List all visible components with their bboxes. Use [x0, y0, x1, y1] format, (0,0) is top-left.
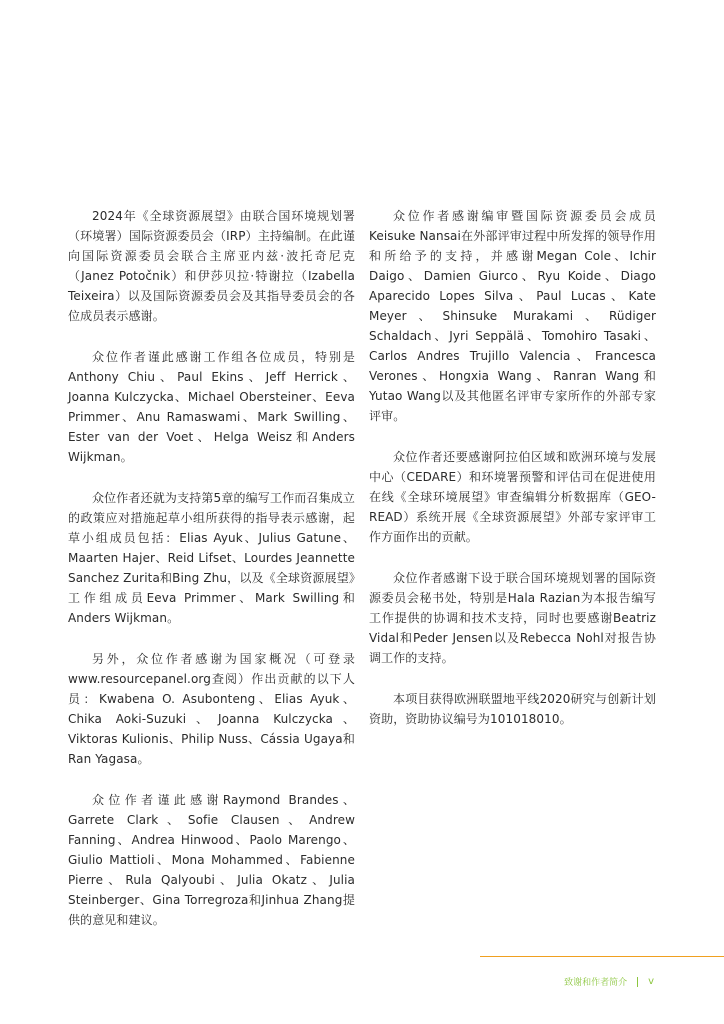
paragraph-drafting-group-thanks: 众位作者还就为支持第5章的编写工作而召集成立的政策应对措施起草小组所获得的指导表示感谢，起草小组成员包括：Elias Ayuk、Julius Gatune、Maarten Hajer、Reid Lifset、Lourdes Jeannette Sanchez Zurita和Bing Zhu，以及《全球资源展望》工作组成员Eeva Primmer、Mark Swilling和Anders Wijkman。 — [68, 491, 355, 625]
paragraph-cedare-thanks: 众位作者还要感谢阿拉伯区域和欧洲环境与发展中心（CEDARE）和环境署预警和评估司在促进使用在线《全球环境展望》审查编辑分析数据库（GEO-READ）系统开展《全球资源展望》外部专家评审工作方面作出的贡献。 — [369, 450, 656, 544]
left-text-column — [68, 206, 355, 951]
paragraph-funding-note: 本项目获得欧洲联盟地平线2020研究与创新计划资助，资助协议编号为101018010。 — [369, 692, 656, 726]
paragraph-irp-acknowledgement: 2024年《全球资源展望》由联合国环境规划署（环境署）国际资源委员会（IRP）主持编制。在此谨向国际资源委员会联合主席亚内兹·波托奇尼克（Janez Potočnik）和伊莎贝拉·特谢拉（Izabella Teixeira）以及国际资源委员会及其指导委员会的各位成员表示感谢。 — [68, 209, 355, 323]
footer-section-label: 致谢和作者简介 — [564, 978, 628, 988]
paragraph-secretariat-thanks: 众位作者感谢下设于联合国环境规划署的国际资源委员会秘书处，特别是Hala Razian为本报告编写工作提供的协调和技术支持，同时也要感谢Beatriz Vidal和Peder Jensen以及Rebecca Nohl对报告协调工作的支持。 — [369, 571, 656, 665]
page-footer — [564, 975, 654, 988]
footer-separator — [637, 977, 638, 987]
paragraph-comments-thanks: 众位作者谨此感谢Raymond Brandes、Garrete Clark、Sofie Clausen、Andrew Fanning、Andrea Hinwood、Paolo Marengo、Giulio Mattioli、Mona Mohammed、Fabienne Pierre、Rula Qalyoubi、Julia Okatz、Julia Steinberger、Gina Torregroza和Jinhua Zhang提供的意见和建议。 — [68, 793, 355, 927]
paragraph-working-group-thanks: 众位作者谨此感谢工作组各位成员，特别是Anthony Chiu、Paul Ekins、Jeff Herrick、Joanna Kulczycka、Michael Obersteiner、Eeva Primmer、Anu Ramaswami、Mark Swilling、Ester van der Voet、Helga Weisz和Anders Wijkman。 — [68, 350, 355, 464]
footer-divider — [480, 956, 724, 957]
paragraph-country-profiles-thanks: 另外，众位作者感谢为国家概况（可登录www.resourcepanel.org查阅）作出贡献的以下人员：Kwabena O. Asubonteng、Elias Ayuk、Chika Aoki-Suzuki、Joanna Kulczycka、Viktoras Kulionis、Philip Nuss、Cássia Ugaya和Ran Yagasa。 — [68, 652, 355, 766]
paragraph-external-review-thanks: 众位作者感谢编审暨国际资源委员会成员Keisuke Nansai在外部评审过程中所发挥的领导作用和所给予的支持，并感谢Megan Cole、Ichir Daigo、Damien Giurco、Ryu Koide、Diago Aparecido Lopes Silva、Paul Lucas、Kate Meyer、Shinsuke Murakami、Rüdiger Schaldach、Jyri Seppälä、Tomohiro Tasaki、Carlos Andres Trujillo Valencia、Francesca Verones、Hongxia Wang、Ranran Wang和Yutao Wang以及其他匿名评审专家所作的外部专家评审。 — [369, 209, 656, 423]
right-text-column — [369, 206, 656, 750]
page-number: v — [648, 976, 654, 987]
